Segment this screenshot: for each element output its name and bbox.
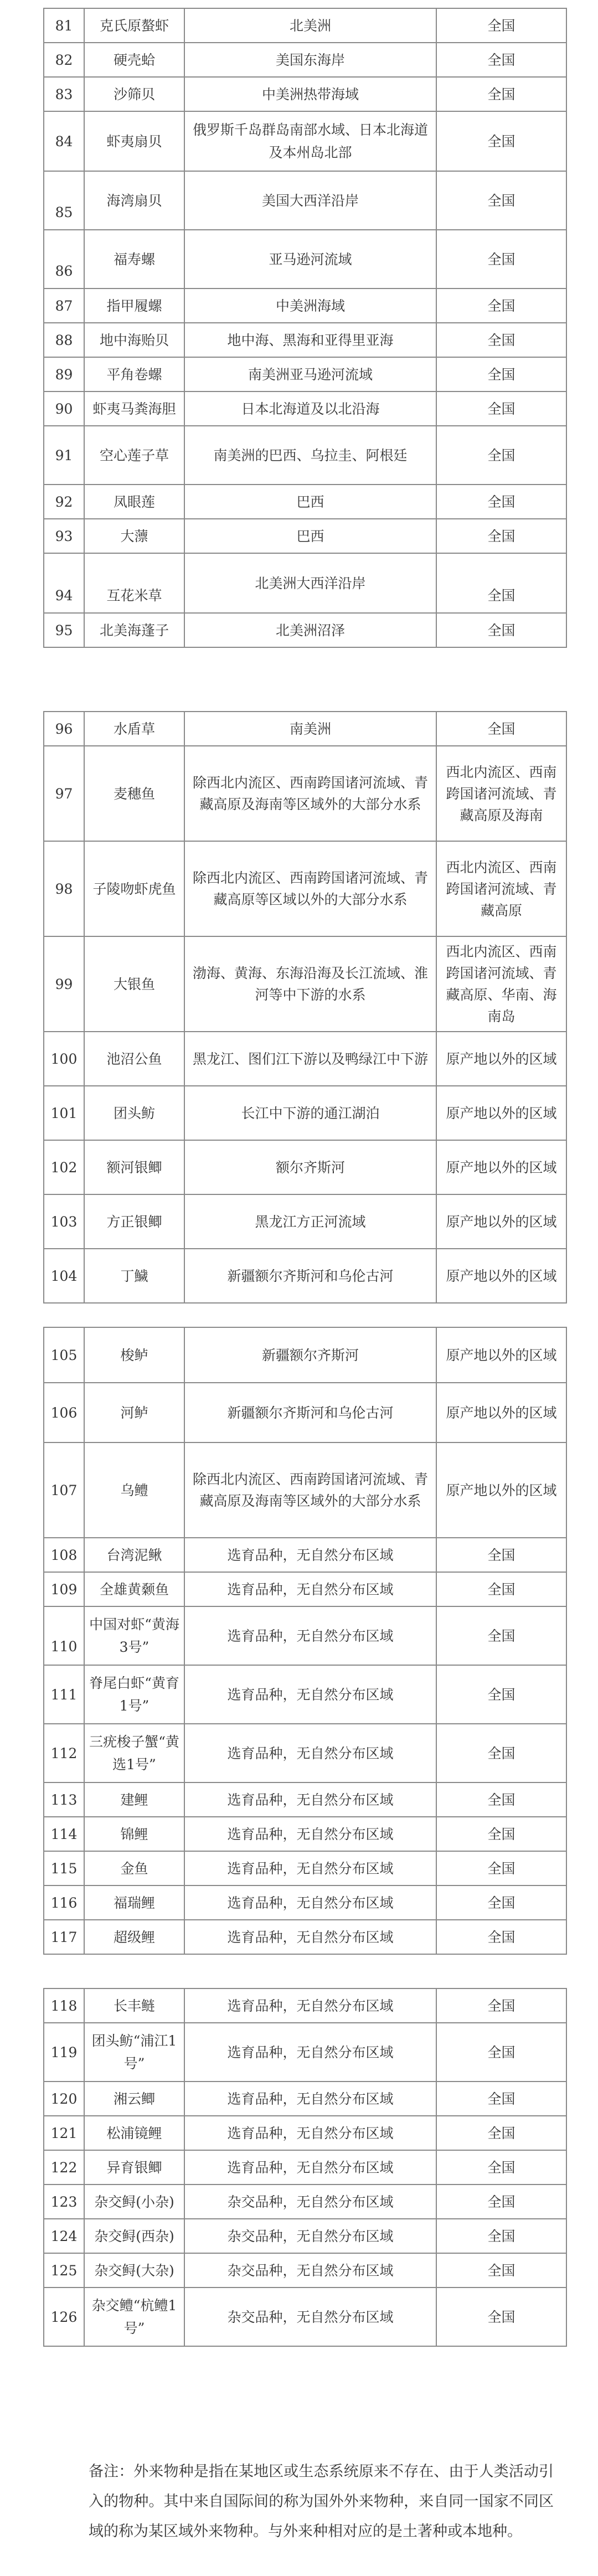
origin-area: 中美洲海域 <box>184 288 436 323</box>
species-name: 三疣梭子蟹“黄选1号” <box>84 1724 184 1782</box>
species-name: 松浦镜鲤 <box>84 2116 184 2150</box>
origin-area: 选育品种，无自然分布区域 <box>184 1538 436 1572</box>
origin-area: 选育品种，无自然分布区域 <box>184 1920 436 1954</box>
table-row <box>44 2288 566 2346</box>
table-row <box>44 1383 566 1442</box>
restricted-region: 全国 <box>436 1851 566 1885</box>
species-table-segment-4 <box>43 1988 567 2347</box>
origin-area: 黑龙江、图们江下游以及鸭绿江中下游 <box>184 1032 436 1086</box>
row-number: 114 <box>44 1817 84 1851</box>
restricted-region: 全国 <box>436 2116 566 2150</box>
origin-area: 选育品种，无自然分布区域 <box>184 1606 436 1665</box>
species-table-segment-2 <box>43 711 567 1304</box>
origin-area: 选育品种，无自然分布区域 <box>184 1885 436 1920</box>
restricted-region: 全国 <box>436 2253 566 2288</box>
origin-area: 选育品种，无自然分布区域 <box>184 2150 436 2185</box>
restricted-region: 全国 <box>436 2023 566 2082</box>
origin-area: 选育品种，无自然分布区域 <box>184 1665 436 1724</box>
species-name: 大银鱼 <box>84 936 184 1032</box>
origin-area: 巴西 <box>184 519 436 553</box>
species-name: 杂交鳢“杭鳢1号” <box>84 2288 184 2346</box>
row-number: 121 <box>44 2116 84 2150</box>
row-number: 101 <box>44 1086 84 1140</box>
restricted-region: 原产地以外的区域 <box>436 1442 566 1538</box>
restricted-region: 全国 <box>436 230 566 288</box>
restricted-region: 西北内流区、西南跨国诸河流域、青藏高原 <box>436 841 566 936</box>
table-row <box>44 841 566 936</box>
origin-area: 长江中下游的通江湖泊 <box>184 1086 436 1140</box>
restricted-region: 原产地以外的区域 <box>436 1140 566 1194</box>
restricted-region: 全国 <box>436 2288 566 2346</box>
origin-area: 选育品种，无自然分布区域 <box>184 2082 436 2116</box>
restricted-region: 全国 <box>436 1665 566 1724</box>
origin-area: 除西北内流区、西南跨国诸河流域、青藏高原及海南等区域外的大部分水系 <box>184 1442 436 1538</box>
species-name: 超级鲤 <box>84 1920 184 1954</box>
row-number: 103 <box>44 1194 84 1249</box>
origin-area: 地中海、黑海和亚得里亚海 <box>184 323 436 357</box>
restricted-region: 全国 <box>436 8 566 43</box>
species-name: 团头鲂“浦江1号” <box>84 2023 184 2082</box>
table-row <box>44 1724 566 1782</box>
row-number: 82 <box>44 43 84 77</box>
species-name: 海湾扇贝 <box>84 171 184 230</box>
restricted-region: 全国 <box>436 323 566 357</box>
species-table-segment-3 <box>43 1327 567 1955</box>
table-row <box>44 613 566 647</box>
row-number: 115 <box>44 1851 84 1885</box>
restricted-region: 全国 <box>436 111 566 171</box>
restricted-region: 全国 <box>436 2219 566 2253</box>
row-number: 125 <box>44 2253 84 2288</box>
species-name: 丁鱥 <box>84 1249 184 1303</box>
table-row <box>44 2082 566 2116</box>
row-number: 86 <box>44 230 84 288</box>
row-number: 91 <box>44 426 84 485</box>
table-row <box>44 391 566 426</box>
origin-area: 美国大西洋沿岸 <box>184 171 436 230</box>
species-name: 杂交鲟(小杂) <box>84 2185 184 2219</box>
table-row <box>44 2185 566 2219</box>
origin-area: 杂交品种，无自然分布区域 <box>184 2219 436 2253</box>
table-row <box>44 2219 566 2253</box>
species-name: 麦穗鱼 <box>84 746 184 841</box>
table-row <box>44 746 566 841</box>
restricted-region: 全国 <box>436 1817 566 1851</box>
species-name: 金鱼 <box>84 1851 184 1885</box>
restricted-region: 全国 <box>436 2185 566 2219</box>
table-row <box>44 1606 566 1665</box>
table-row <box>44 8 566 43</box>
row-number: 104 <box>44 1249 84 1303</box>
species-name: 克氏原螯虾 <box>84 8 184 43</box>
origin-area: 新疆额尔齐斯河 <box>184 1327 436 1383</box>
origin-area: 新疆额尔齐斯河和乌伦古河 <box>184 1383 436 1442</box>
species-name: 长丰鲢 <box>84 1988 184 2023</box>
restricted-region: 全国 <box>436 288 566 323</box>
row-number: 87 <box>44 288 84 323</box>
table-row <box>44 1442 566 1538</box>
row-number: 97 <box>44 746 84 841</box>
restricted-region: 全国 <box>436 712 566 746</box>
restricted-region: 全国 <box>436 1538 566 1572</box>
row-number: 89 <box>44 357 84 391</box>
row-number: 111 <box>44 1665 84 1724</box>
table-row <box>44 1920 566 1954</box>
row-number: 117 <box>44 1920 84 1954</box>
table-row <box>44 357 566 391</box>
row-number: 123 <box>44 2185 84 2219</box>
row-number: 83 <box>44 77 84 111</box>
origin-area: 北美洲 <box>184 8 436 43</box>
table-row <box>44 936 566 1032</box>
restricted-region: 全国 <box>436 613 566 647</box>
species-name: 空心莲子草 <box>84 426 184 485</box>
row-number: 90 <box>44 391 84 426</box>
row-number: 118 <box>44 1988 84 2023</box>
table-row <box>44 1086 566 1140</box>
row-number: 100 <box>44 1032 84 1086</box>
table-row <box>44 2150 566 2185</box>
species-name: 建鲤 <box>84 1782 184 1817</box>
row-number: 119 <box>44 2023 84 2082</box>
species-table-segment-1 <box>43 8 567 648</box>
origin-area: 新疆额尔齐斯河和乌伦古河 <box>184 1249 436 1303</box>
species-name: 虾夷扇贝 <box>84 111 184 171</box>
row-number: 120 <box>44 2082 84 2116</box>
footnote: 备注：外来物种是指在某地区或生态系统原来不存在、由于人类活动引入的物种。其中来自国际间的称为国外外来物种，来自同一国家不同区域的称为某区域外来物种。与外来种相对应的是土著种或本地种。 <box>89 2463 554 2540</box>
species-name: 全雄黄颡鱼 <box>84 1572 184 1606</box>
table-row <box>44 1327 566 1383</box>
row-number: 112 <box>44 1724 84 1782</box>
species-name: 北美海蓬子 <box>84 613 184 647</box>
origin-area: 选育品种，无自然分布区域 <box>184 1988 436 2023</box>
species-name: 河鲈 <box>84 1383 184 1442</box>
origin-area: 选育品种，无自然分布区域 <box>184 1724 436 1782</box>
row-number: 94 <box>44 553 84 613</box>
row-number: 126 <box>44 2288 84 2346</box>
row-number: 85 <box>44 171 84 230</box>
species-name: 湘云鲫 <box>84 2082 184 2116</box>
restricted-region: 全国 <box>436 391 566 426</box>
row-number: 105 <box>44 1327 84 1383</box>
origin-area: 黑龙江方正河流域 <box>184 1194 436 1249</box>
origin-area: 选育品种，无自然分布区域 <box>184 2023 436 2082</box>
table-row <box>44 323 566 357</box>
table-row <box>44 77 566 111</box>
restricted-region: 西北内流区、西南跨国诸河流域、青藏高原、华南、海南岛 <box>436 936 566 1032</box>
species-name: 虾夷马粪海胆 <box>84 391 184 426</box>
row-number: 106 <box>44 1383 84 1442</box>
table-row <box>44 1665 566 1724</box>
species-name: 地中海贻贝 <box>84 323 184 357</box>
species-name: 平角卷螺 <box>84 357 184 391</box>
restricted-region: 全国 <box>436 519 566 553</box>
origin-area: 额尔齐斯河 <box>184 1140 436 1194</box>
row-number: 110 <box>44 1606 84 1665</box>
species-name: 池沼公鱼 <box>84 1032 184 1086</box>
table-row <box>44 1885 566 1920</box>
restricted-region: 全国 <box>436 1724 566 1782</box>
species-name: 凤眼莲 <box>84 485 184 519</box>
row-number: 107 <box>44 1442 84 1538</box>
species-name: 沙筛贝 <box>84 77 184 111</box>
restricted-region: 全国 <box>436 171 566 230</box>
species-name: 团头鲂 <box>84 1086 184 1140</box>
row-number: 102 <box>44 1140 84 1194</box>
table-row <box>44 712 566 746</box>
table-row <box>44 1140 566 1194</box>
table-row <box>44 2116 566 2150</box>
origin-area: 北美洲大西洋沿岸 <box>184 553 436 613</box>
origin-area: 中美洲热带海域 <box>184 77 436 111</box>
species-name: 额河银鲫 <box>84 1140 184 1194</box>
table-row <box>44 2253 566 2288</box>
restricted-region: 全国 <box>436 426 566 485</box>
restricted-region: 原产地以外的区域 <box>436 1383 566 1442</box>
table-row <box>44 43 566 77</box>
table-row <box>44 230 566 288</box>
origin-area: 俄罗斯千岛群岛南部水域、日本北海道及本州岛北部 <box>184 111 436 171</box>
restricted-region: 全国 <box>436 2082 566 2116</box>
species-name: 子陵吻虾虎鱼 <box>84 841 184 936</box>
species-name: 台湾泥鳅 <box>84 1538 184 1572</box>
row-number: 113 <box>44 1782 84 1817</box>
origin-area: 除西北内流区、西南跨国诸河流域、青藏高原及海南等区域外的大部分水系 <box>184 746 436 841</box>
restricted-region: 全国 <box>436 357 566 391</box>
table-row <box>44 1572 566 1606</box>
row-number: 99 <box>44 936 84 1032</box>
row-number: 116 <box>44 1885 84 1920</box>
row-number: 108 <box>44 1538 84 1572</box>
origin-area: 日本北海道及以北沿海 <box>184 391 436 426</box>
restricted-region: 全国 <box>436 1885 566 1920</box>
species-name: 互花米草 <box>84 553 184 613</box>
restricted-region: 原产地以外的区域 <box>436 1327 566 1383</box>
table-row <box>44 1851 566 1885</box>
restricted-region: 全国 <box>436 77 566 111</box>
restricted-region: 西北内流区、西南跨国诸河流域、青藏高原及海南 <box>436 746 566 841</box>
row-number: 92 <box>44 485 84 519</box>
species-name: 福瑞鲤 <box>84 1885 184 1920</box>
row-number: 93 <box>44 519 84 553</box>
origin-area: 选育品种，无自然分布区域 <box>184 2116 436 2150</box>
table-row <box>44 1817 566 1851</box>
restricted-region: 原产地以外的区域 <box>436 1249 566 1303</box>
origin-area: 选育品种，无自然分布区域 <box>184 1851 436 1885</box>
table-row <box>44 288 566 323</box>
restricted-region: 全国 <box>436 485 566 519</box>
origin-area: 北美洲沼泽 <box>184 613 436 647</box>
row-number: 84 <box>44 111 84 171</box>
table-row <box>44 519 566 553</box>
species-name: 脊尾白虾“黄育1号” <box>84 1665 184 1724</box>
species-name: 中国对虾“黄海3号” <box>84 1606 184 1665</box>
restricted-region: 全国 <box>436 1782 566 1817</box>
restricted-region: 全国 <box>436 43 566 77</box>
origin-area: 选育品种，无自然分布区域 <box>184 1782 436 1817</box>
restricted-region: 全国 <box>436 553 566 613</box>
table-row <box>44 1032 566 1086</box>
origin-area: 南美洲亚马逊河流域 <box>184 357 436 391</box>
row-number: 95 <box>44 613 84 647</box>
restricted-region: 原产地以外的区域 <box>436 1086 566 1140</box>
species-name: 硬壳蛤 <box>84 43 184 77</box>
origin-area: 美国东海岸 <box>184 43 436 77</box>
species-name: 指甲履螺 <box>84 288 184 323</box>
row-number: 88 <box>44 323 84 357</box>
table-row <box>44 1194 566 1249</box>
table-row <box>44 1988 566 2023</box>
species-name: 大薸 <box>84 519 184 553</box>
restricted-region: 原产地以外的区域 <box>436 1194 566 1249</box>
origin-area: 选育品种，无自然分布区域 <box>184 1817 436 1851</box>
table-row <box>44 1782 566 1817</box>
origin-area: 渤海、黄海、东海沿海及长江流域、淮河等中下游的水系 <box>184 936 436 1032</box>
species-name: 杂交鲟(西杂) <box>84 2219 184 2253</box>
origin-area: 南美洲 <box>184 712 436 746</box>
species-name: 福寿螺 <box>84 230 184 288</box>
row-number: 96 <box>44 712 84 746</box>
table-row <box>44 1538 566 1572</box>
origin-area: 亚马逊河流域 <box>184 230 436 288</box>
table-row <box>44 485 566 519</box>
origin-area: 杂交品种，无自然分布区域 <box>184 2253 436 2288</box>
table-row <box>44 426 566 485</box>
origin-area: 除西北内流区、西南跨国诸河流域、青藏高原等区域以外的大部分水系 <box>184 841 436 936</box>
row-number: 109 <box>44 1572 84 1606</box>
restricted-region: 原产地以外的区域 <box>436 1032 566 1086</box>
origin-area: 南美洲的巴西、乌拉圭、阿根廷 <box>184 426 436 485</box>
origin-area: 巴西 <box>184 485 436 519</box>
species-name: 锦鲤 <box>84 1817 184 1851</box>
species-name: 方正银鲫 <box>84 1194 184 1249</box>
row-number: 81 <box>44 8 84 43</box>
species-name: 杂交鲟(大杂) <box>84 2253 184 2288</box>
table-row <box>44 553 566 613</box>
row-number: 124 <box>44 2219 84 2253</box>
restricted-region: 全国 <box>436 2150 566 2185</box>
origin-area: 选育品种，无自然分布区域 <box>184 1572 436 1606</box>
restricted-region: 全国 <box>436 1920 566 1954</box>
table-row <box>44 2023 566 2082</box>
table-row <box>44 171 566 230</box>
row-number: 98 <box>44 841 84 936</box>
origin-area: 杂交品种，无自然分布区域 <box>184 2288 436 2346</box>
species-name: 水盾草 <box>84 712 184 746</box>
row-number: 122 <box>44 2150 84 2185</box>
restricted-region: 全国 <box>436 1572 566 1606</box>
species-name: 异育银鲫 <box>84 2150 184 2185</box>
table-row <box>44 111 566 171</box>
species-name: 梭鲈 <box>84 1327 184 1383</box>
table-row <box>44 1249 566 1303</box>
restricted-region: 全国 <box>436 1606 566 1665</box>
origin-area: 杂交品种，无自然分布区域 <box>184 2185 436 2219</box>
species-name: 乌鳢 <box>84 1442 184 1538</box>
restricted-region: 全国 <box>436 1988 566 2023</box>
